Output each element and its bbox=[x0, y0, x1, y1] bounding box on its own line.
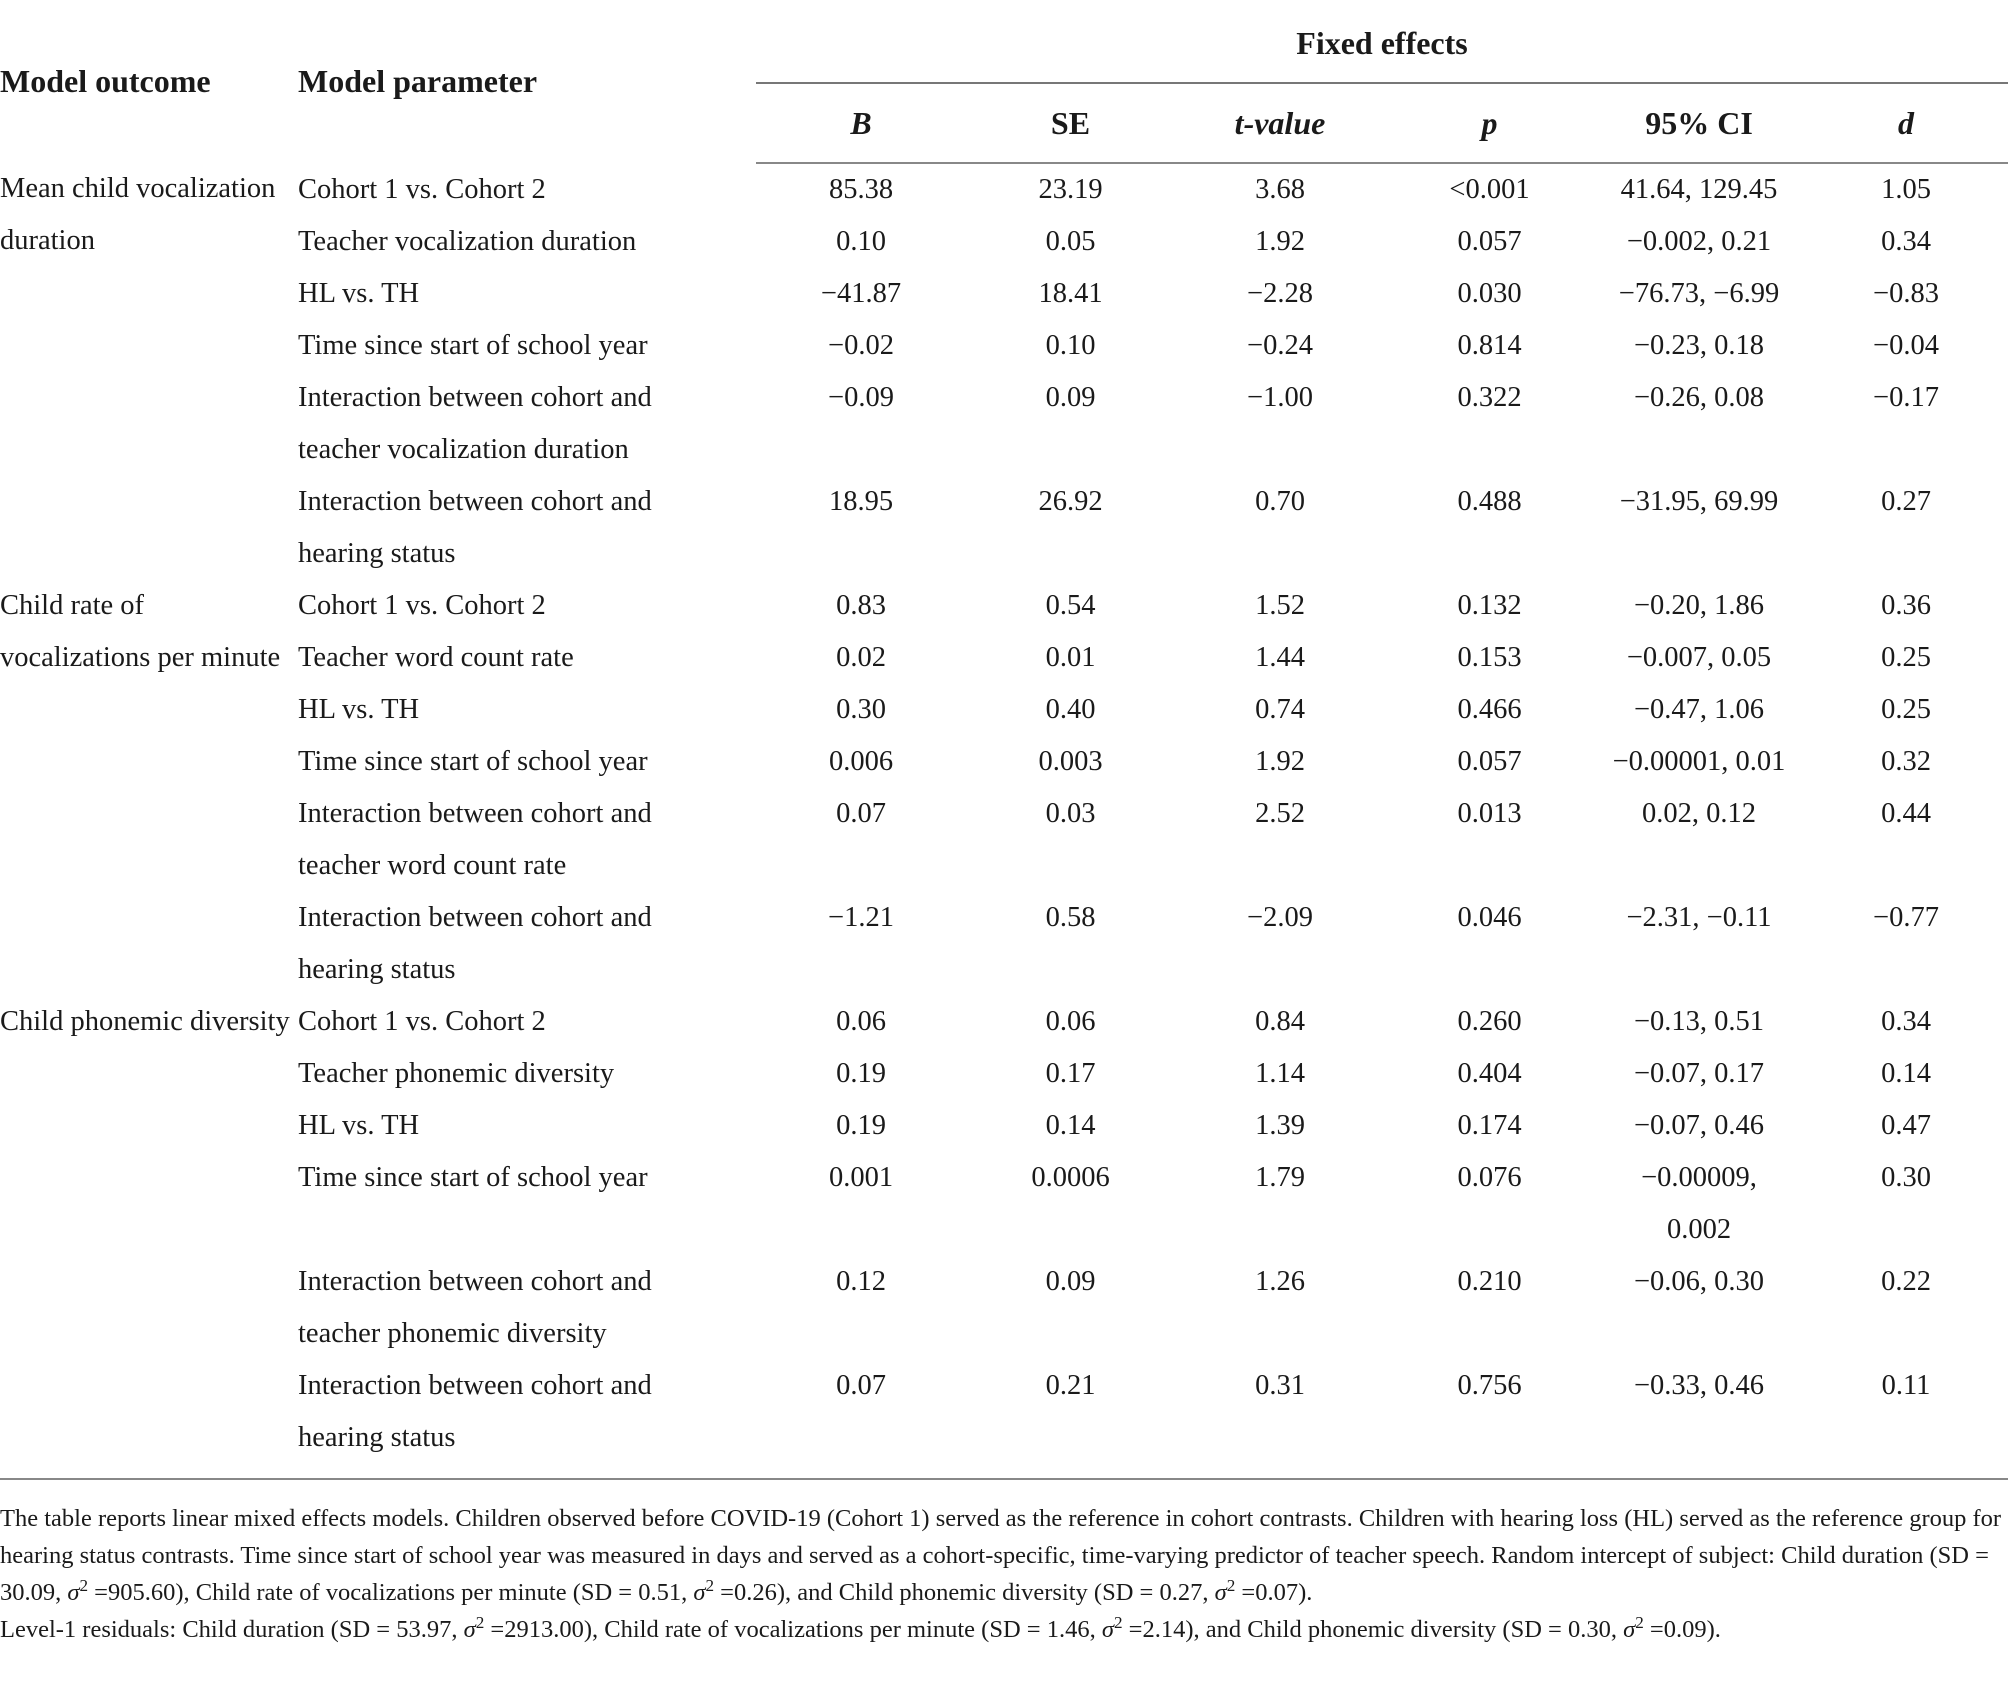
header-d: d bbox=[1804, 83, 2008, 163]
table-row-continuation bbox=[0, 424, 2008, 476]
table-header bbox=[0, 0, 2008, 163]
p-value-cell: 0.153 bbox=[1457, 642, 1522, 673]
se-value-cell: 0.06 bbox=[1045, 1006, 1096, 1037]
header-95-ci: 95% CI bbox=[1594, 83, 1804, 163]
footnote-text-1a: =905.60), Child rate of vocalizations per minute (SD = 0.51, bbox=[94, 1579, 688, 1606]
model-parameter-cell: Interaction between cohort and bbox=[298, 902, 652, 933]
d-value-cell: 0.30 bbox=[1881, 1162, 1931, 1193]
model-parameter-cell: Time since start of school year bbox=[298, 1162, 648, 1193]
model-parameter-cell-line2: hearing status bbox=[298, 538, 456, 569]
empty-cell bbox=[1385, 1412, 1594, 1464]
p-value-cell: 0.076 bbox=[1457, 1162, 1522, 1193]
footnote-text-2a: =2913.00), Child rate of vocalizations per minute (SD = 1.46, bbox=[490, 1616, 1096, 1643]
sigma-symbol: σ bbox=[463, 1616, 476, 1643]
empty-cell bbox=[966, 1308, 1175, 1360]
empty-cell bbox=[1175, 1412, 1385, 1464]
empty-cell bbox=[1594, 944, 1804, 996]
table-row bbox=[0, 320, 2008, 372]
header-t-value-text: t-value bbox=[1234, 104, 1326, 141]
p-value-cell: 0.057 bbox=[1457, 226, 1522, 257]
t-value-cell: 1.26 bbox=[1255, 1266, 1305, 1297]
se-value-cell: 0.03 bbox=[1045, 798, 1096, 829]
b-value-cell: 0.06 bbox=[836, 1006, 886, 1037]
t-value-cell: 3.68 bbox=[1255, 174, 1305, 205]
se-value-cell: 0.0006 bbox=[1031, 1162, 1110, 1193]
b-value-cell: 0.001 bbox=[828, 1162, 894, 1193]
se-value-cell: 18.41 bbox=[1038, 278, 1103, 309]
model-parameter-cell-line2: hearing status bbox=[298, 1422, 456, 1453]
table-row bbox=[0, 1100, 2008, 1152]
b-value-cell: −1.21 bbox=[828, 902, 894, 933]
se-value-cell: 0.01 bbox=[1045, 642, 1096, 673]
footnote-text-2b: =2.14), and Child phonemic diversity (SD = 0.30, bbox=[1128, 1616, 1617, 1643]
empty-cell bbox=[1175, 1204, 1385, 1256]
footnote-text-1c: =0.07). bbox=[1241, 1579, 1313, 1606]
empty-cell bbox=[756, 944, 966, 996]
table-row bbox=[0, 216, 2008, 268]
table-row-continuation bbox=[0, 1308, 2008, 1360]
t-value-cell: 0.84 bbox=[1255, 1006, 1305, 1037]
empty-cell bbox=[1175, 424, 1385, 476]
d-value-cell: −0.83 bbox=[1873, 278, 1939, 309]
model-parameter-cell: Interaction between cohort and bbox=[298, 1266, 652, 1297]
empty-cell bbox=[1385, 424, 1594, 476]
superscript-2: 2 bbox=[1226, 1575, 1236, 1595]
d-value-cell: 1.05 bbox=[1881, 174, 1931, 205]
model-parameter-cell: Teacher vocalization duration bbox=[298, 226, 637, 257]
ci-value-cell: −2.31, −0.11 bbox=[1626, 902, 1772, 933]
empty-cell bbox=[1804, 424, 2008, 476]
empty-cell bbox=[1175, 528, 1385, 580]
header-t-value bbox=[1175, 83, 1385, 163]
model-parameter-cell: Teacher word count rate bbox=[298, 642, 574, 673]
table-row bbox=[0, 268, 2008, 320]
empty-cell bbox=[1594, 840, 1804, 892]
empty-cell bbox=[966, 424, 1175, 476]
table-row-continuation bbox=[0, 840, 2008, 892]
se-value-cell: 0.40 bbox=[1045, 694, 1096, 725]
sigma-symbol: σ bbox=[1101, 1616, 1114, 1643]
model-parameter-cell: Interaction between cohort and bbox=[298, 798, 652, 829]
empty-cell bbox=[966, 1412, 1175, 1464]
model-parameter-cell: Cohort 1 vs. Cohort 2 bbox=[298, 173, 546, 205]
superscript-2: 2 bbox=[475, 1612, 485, 1632]
model-parameter-cell: Teacher phonemic diversity bbox=[298, 1058, 615, 1089]
model-parameter-cell: HL vs. TH bbox=[298, 1110, 420, 1141]
table-row bbox=[0, 163, 2008, 216]
ci-value-cell: −0.47, 1.06 bbox=[1633, 694, 1765, 725]
superscript-2: 2 bbox=[79, 1575, 89, 1595]
d-value-cell: 0.34 bbox=[1881, 1006, 1931, 1037]
ci-value-cell: 0.02, 0.12 bbox=[1642, 798, 1756, 829]
table-row bbox=[0, 788, 2008, 840]
b-value-cell: 0.12 bbox=[836, 1266, 886, 1297]
t-value-cell: 2.52 bbox=[1255, 798, 1305, 829]
superscript-2: 2 bbox=[1635, 1612, 1644, 1632]
sigma-symbol: σ bbox=[693, 1579, 706, 1606]
se-value-cell: 23.19 bbox=[1038, 174, 1103, 205]
se-value-cell: 0.21 bbox=[1045, 1370, 1096, 1401]
empty-cell bbox=[1594, 424, 1804, 476]
model-parameter-cell: Interaction between cohort and bbox=[298, 382, 652, 413]
ci-value-cell: −76.73, −6.99 bbox=[1618, 278, 1780, 309]
model-parameter-cell: Time since start of school year bbox=[298, 330, 648, 361]
table-row bbox=[0, 892, 2008, 944]
p-value-cell: 0.322 bbox=[1457, 382, 1522, 413]
model-outcome-cell: Child phonemic diversity bbox=[0, 1006, 290, 1037]
model-parameter-cell: Interaction between cohort and bbox=[298, 486, 652, 517]
model-parameter-cell-line2: teacher phonemic diversity bbox=[298, 1318, 607, 1349]
table-row bbox=[0, 684, 2008, 736]
se-value-cell: 0.54 bbox=[1045, 590, 1096, 621]
table-row bbox=[0, 476, 2008, 528]
table-row bbox=[0, 372, 2008, 424]
footnote-text-2: Level-1 residuals: Child duration (SD = 53.97, bbox=[0, 1616, 458, 1643]
d-value-cell: 0.34 bbox=[1881, 226, 1931, 257]
sigma-symbol: σ bbox=[1214, 1579, 1227, 1606]
superscript-2: 2 bbox=[705, 1575, 715, 1595]
b-value-cell: −41.87 bbox=[820, 278, 902, 309]
d-value-cell: 0.25 bbox=[1881, 694, 1931, 725]
ci-value-cell: −31.95, 69.99 bbox=[1619, 486, 1779, 517]
model-parameter-cell-line2 bbox=[298, 1204, 756, 1256]
t-value-cell: 1.44 bbox=[1255, 642, 1305, 673]
table-row-continuation bbox=[0, 1204, 2008, 1256]
model-parameter-cell: HL vs. TH bbox=[298, 694, 420, 725]
footnote-text-2c: =0.09). bbox=[1649, 1616, 1721, 1643]
header-b: B bbox=[756, 83, 966, 163]
p-value-cell: 0.466 bbox=[1457, 694, 1522, 725]
ci-value-cell: −0.007, 0.05 bbox=[1626, 642, 1772, 673]
table-row bbox=[0, 1048, 2008, 1100]
p-value-cell: 0.013 bbox=[1457, 798, 1522, 829]
se-value-cell: 0.003 bbox=[1038, 746, 1103, 777]
empty-cell bbox=[1385, 528, 1594, 580]
empty-cell bbox=[756, 840, 966, 892]
empty-cell bbox=[1175, 944, 1385, 996]
empty-cell bbox=[1175, 840, 1385, 892]
ci-value-cell: −0.20, 1.86 bbox=[1633, 590, 1765, 621]
b-value-cell: −0.09 bbox=[828, 382, 894, 413]
model-parameter-cell: Cohort 1 vs. Cohort 2 bbox=[298, 1006, 546, 1037]
empty-cell bbox=[1804, 1204, 2008, 1256]
ci-value-cell: −0.26, 0.08 bbox=[1633, 382, 1765, 413]
p-value-cell: 0.260 bbox=[1457, 1006, 1522, 1037]
t-value-cell: −0.24 bbox=[1247, 330, 1313, 361]
t-value-cell: 1.52 bbox=[1255, 590, 1305, 621]
table-row bbox=[0, 1256, 2008, 1308]
model-parameter-cell-line2: teacher vocalization duration bbox=[298, 434, 629, 465]
t-value-cell: 1.79 bbox=[1255, 1162, 1305, 1193]
b-value-cell: 0.19 bbox=[836, 1110, 886, 1141]
d-value-cell: 0.44 bbox=[1881, 798, 1931, 829]
empty-cell bbox=[966, 840, 1175, 892]
empty-cell bbox=[1385, 1308, 1594, 1360]
ci-value-cell: −0.07, 0.17 bbox=[1633, 1058, 1765, 1089]
empty-cell bbox=[1594, 1412, 1804, 1464]
b-value-cell: 85.38 bbox=[828, 174, 894, 205]
ci-value-cell: −0.00001, 0.01 bbox=[1612, 746, 1786, 777]
p-value-cell: 0.030 bbox=[1457, 278, 1522, 309]
sigma-symbol: σ bbox=[1623, 1616, 1636, 1643]
empty-cell bbox=[1804, 528, 2008, 580]
table-row bbox=[0, 632, 2008, 684]
header-se: SE bbox=[966, 83, 1175, 163]
t-value-cell: 1.39 bbox=[1255, 1110, 1305, 1141]
d-value-cell: 0.25 bbox=[1881, 642, 1931, 673]
model-outcome-cell: Child rate of vocalizations per minute bbox=[0, 590, 281, 673]
model-outcome-cell: Mean child vocalization duration bbox=[0, 173, 276, 256]
d-value-cell: 0.22 bbox=[1881, 1266, 1931, 1297]
empty-cell bbox=[1804, 840, 2008, 892]
se-value-cell: 0.05 bbox=[1045, 226, 1096, 257]
table-body bbox=[0, 163, 2008, 1464]
b-value-cell: 0.10 bbox=[836, 226, 886, 257]
d-value-cell: 0.47 bbox=[1881, 1110, 1931, 1141]
empty-cell bbox=[756, 1412, 966, 1464]
t-value-cell: 0.31 bbox=[1255, 1370, 1305, 1401]
superscript-2: 2 bbox=[1113, 1612, 1123, 1632]
empty-cell bbox=[966, 944, 1175, 996]
empty-cell bbox=[1594, 1308, 1804, 1360]
d-value-cell: 0.11 bbox=[1881, 1370, 1931, 1401]
empty-cell bbox=[1385, 1204, 1594, 1256]
ci-value-cell: 41.64, 129.45 bbox=[1620, 174, 1778, 205]
se-value-cell: 0.10 bbox=[1045, 330, 1096, 361]
t-value-cell: −2.28 bbox=[1247, 278, 1313, 309]
header-p: p bbox=[1385, 83, 1594, 163]
table-row bbox=[0, 996, 2008, 1048]
b-value-cell: 0.07 bbox=[836, 798, 886, 829]
b-value-cell: 0.02 bbox=[836, 642, 886, 673]
empty-cell bbox=[756, 1308, 966, 1360]
d-value-cell: 0.32 bbox=[1881, 746, 1931, 777]
ci-value-cell: −0.07, 0.46 bbox=[1633, 1110, 1765, 1141]
se-value-cell: 26.92 bbox=[1038, 486, 1103, 517]
d-value-cell: −0.04 bbox=[1873, 330, 1939, 361]
table-row bbox=[0, 1152, 2008, 1204]
model-parameter-cell-line2: teacher word count rate bbox=[298, 850, 567, 881]
ci-value-cell-line2: 0.002 bbox=[1666, 1214, 1732, 1245]
p-value-cell: 0.814 bbox=[1457, 330, 1522, 361]
empty-cell bbox=[966, 1204, 1175, 1256]
empty-cell bbox=[1175, 1308, 1385, 1360]
empty-cell bbox=[1804, 944, 2008, 996]
se-value-cell: 0.09 bbox=[1045, 382, 1096, 413]
t-value-cell: 0.70 bbox=[1255, 486, 1305, 517]
p-value-cell: 0.132 bbox=[1457, 590, 1522, 621]
b-value-cell: 0.30 bbox=[836, 694, 886, 725]
empty-cell bbox=[756, 528, 966, 580]
header-fixed-effects-label: Fixed effects bbox=[1296, 24, 1468, 61]
t-value-cell: 1.92 bbox=[1255, 746, 1305, 777]
b-value-cell: 0.006 bbox=[828, 746, 894, 777]
p-value-cell: 0.756 bbox=[1457, 1370, 1522, 1401]
table-row bbox=[0, 580, 2008, 632]
ci-value-cell: −0.06, 0.30 bbox=[1633, 1266, 1765, 1297]
p-value-cell: 0.404 bbox=[1457, 1058, 1522, 1089]
t-value-cell: 1.92 bbox=[1255, 226, 1305, 257]
ci-value-cell: −0.00009, bbox=[1641, 1162, 1757, 1193]
se-value-cell: 0.14 bbox=[1045, 1110, 1096, 1141]
b-value-cell: −0.02 bbox=[828, 330, 894, 361]
empty-cell bbox=[1804, 1308, 2008, 1360]
empty-cell bbox=[756, 424, 966, 476]
header-fixed-effects bbox=[756, 0, 2008, 83]
empty-cell bbox=[1385, 840, 1594, 892]
table-row-continuation bbox=[0, 528, 2008, 580]
d-value-cell: 0.27 bbox=[1881, 486, 1931, 517]
p-value-cell: <0.001 bbox=[1449, 174, 1530, 205]
b-value-cell: 0.83 bbox=[836, 590, 886, 621]
model-parameter-cell-line2: hearing status bbox=[298, 954, 456, 985]
footnote-text-1: The table reports linear mixed effects models. Children observed before COVID-19 (Cohort 1) served as the reference in cohort contrasts. Children with hearing loss (HL) served as the reference group for hearing status contrasts. Time since start of school year was measured in days and served as a cohort-specific, time-varying predictor of teacher speech. Random intercept of subject: Child duration (SD = 30.09, bbox=[0, 1505, 2002, 1606]
t-value-cell: −2.09 bbox=[1247, 902, 1313, 933]
empty-cell bbox=[756, 1204, 966, 1256]
p-value-cell: 0.488 bbox=[1457, 486, 1522, 517]
empty-cell bbox=[1594, 528, 1804, 580]
table-row-continuation bbox=[0, 944, 2008, 996]
b-value-cell: 0.19 bbox=[836, 1058, 886, 1089]
d-value-cell: −0.17 bbox=[1873, 382, 1939, 413]
t-value-cell: 0.74 bbox=[1255, 694, 1305, 725]
se-value-cell: 0.58 bbox=[1045, 902, 1096, 933]
p-value-cell: 0.210 bbox=[1457, 1266, 1522, 1297]
p-value-cell: 0.174 bbox=[1457, 1110, 1522, 1141]
table-row-continuation bbox=[0, 1412, 2008, 1464]
b-value-cell: 18.95 bbox=[828, 486, 894, 517]
model-parameter-cell: Cohort 1 vs. Cohort 2 bbox=[298, 590, 546, 621]
t-value-cell: −1.00 bbox=[1247, 382, 1313, 413]
b-value-cell: 0.07 bbox=[836, 1370, 886, 1401]
header-model-outcome: Model outcome bbox=[0, 63, 211, 99]
t-value-cell: 1.14 bbox=[1255, 1058, 1305, 1089]
table-row bbox=[0, 1360, 2008, 1412]
p-value-cell: 0.057 bbox=[1457, 746, 1522, 777]
footnote-paragraph bbox=[0, 1500, 2008, 1648]
table-row bbox=[0, 736, 2008, 788]
table-footnote bbox=[0, 1478, 2008, 1648]
d-value-cell: 0.36 bbox=[1881, 590, 1931, 621]
empty-cell bbox=[1804, 1412, 2008, 1464]
ci-value-cell: −0.002, 0.21 bbox=[1626, 226, 1772, 257]
p-value-cell: 0.046 bbox=[1457, 902, 1522, 933]
sigma-symbol: σ bbox=[67, 1579, 80, 1606]
se-value-cell: 0.09 bbox=[1045, 1266, 1096, 1297]
ci-value-cell: −0.33, 0.46 bbox=[1633, 1370, 1765, 1401]
model-parameter-cell: HL vs. TH bbox=[298, 278, 420, 309]
ci-value-cell: −0.23, 0.18 bbox=[1633, 330, 1765, 361]
header-model-parameter: Model parameter bbox=[298, 63, 538, 99]
d-value-cell: −0.77 bbox=[1873, 902, 1939, 933]
model-parameter-cell: Interaction between cohort and bbox=[298, 1370, 652, 1401]
empty-cell bbox=[966, 528, 1175, 580]
footnote-text-1b: =0.26), and Child phonemic diversity (SD = 0.27, bbox=[720, 1579, 1209, 1606]
empty-cell bbox=[1385, 944, 1594, 996]
model-parameter-cell: Time since start of school year bbox=[298, 746, 648, 777]
se-value-cell: 0.17 bbox=[1045, 1058, 1096, 1089]
d-value-cell: 0.14 bbox=[1881, 1058, 1931, 1089]
ci-value-cell: −0.13, 0.51 bbox=[1633, 1006, 1765, 1037]
